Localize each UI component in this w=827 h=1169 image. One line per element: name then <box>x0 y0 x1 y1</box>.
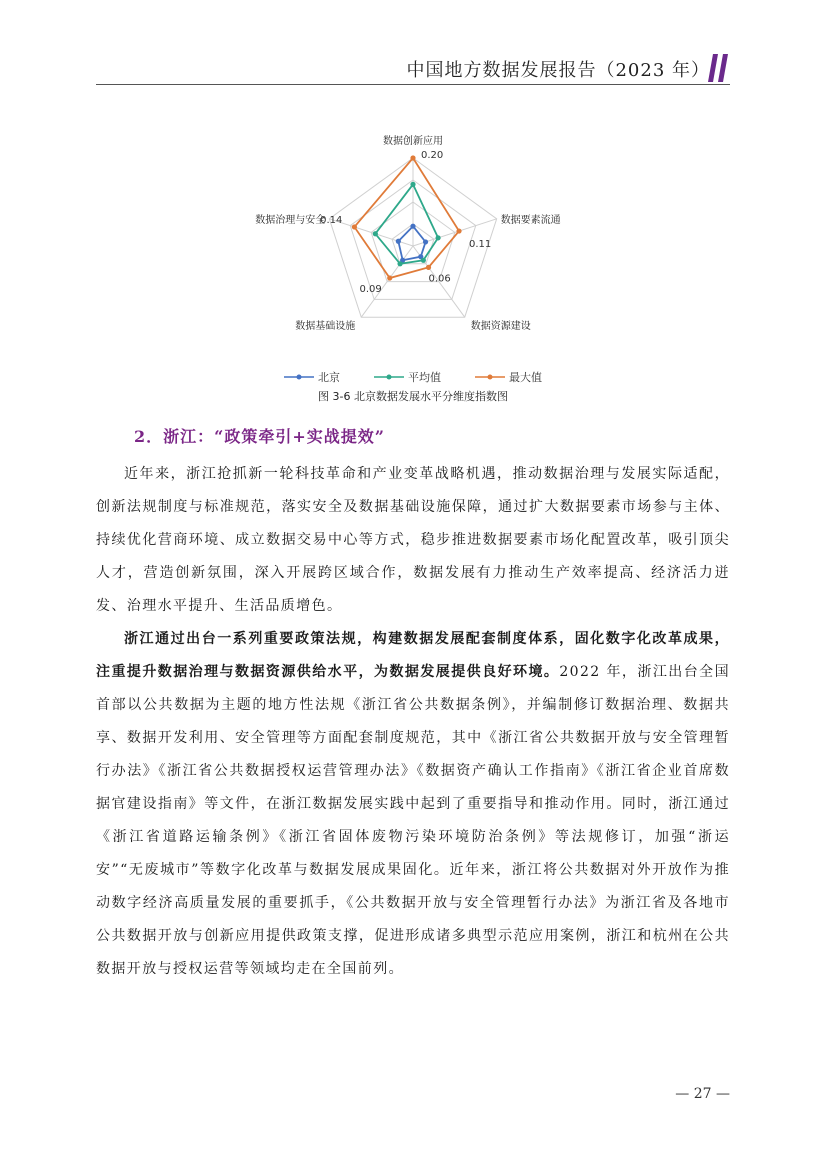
legend-label-beijing: 北京 <box>318 371 340 384</box>
axis-label-4: 数据治理与安全 <box>255 214 326 226</box>
series-1-point-0 <box>410 182 415 187</box>
page-number: — 27 — <box>675 1086 730 1102</box>
legend-line-beijing <box>284 372 314 382</box>
series-2-point-3 <box>387 275 392 280</box>
axis-label-1: 数据要素流通 <box>500 214 561 226</box>
legend-item-max <box>475 369 542 385</box>
body-text <box>96 458 730 986</box>
axis-label-2: 数据资源建设 <box>470 321 531 333</box>
legend-label-average: 平均值 <box>408 371 441 384</box>
series-line-1 <box>375 184 438 263</box>
header-rule <box>96 84 730 85</box>
header-title: 中国地方数据发展报告（2023 年） <box>406 60 710 81</box>
series-1-point-3 <box>397 261 402 266</box>
data-label-4: 0.14 <box>320 214 343 226</box>
legend-line-max <box>475 372 505 382</box>
data-label-1: 0.11 <box>469 239 492 251</box>
section-heading: 2．浙江：“政策牵引+实战提效” <box>134 427 385 446</box>
data-label-3: 0.09 <box>359 284 382 296</box>
series-2-point-4 <box>352 224 357 229</box>
series-0-point-0 <box>410 224 415 229</box>
axis-label-3: 数据基础设施 <box>295 321 356 333</box>
series-2-point-2 <box>426 265 431 270</box>
header-mark-icon <box>707 52 731 84</box>
paragraph-2-bold: 浙江通过出台一系列重要政策法规，构建数据发展配套制度体系，固化数字化改革成果，注重提升数据治理与数据资源供给水平，为数据发展提供良好环境。 <box>96 631 730 680</box>
series-0-point-1 <box>423 239 428 244</box>
legend-item-beijing <box>284 369 340 385</box>
series-1-point-2 <box>421 258 426 263</box>
radar-chart-svg <box>96 120 730 370</box>
legend-label-max: 最大值 <box>509 371 542 384</box>
legend-item-average <box>374 369 441 385</box>
figure-caption: 图 3-6 北京数据发展水平分维度指数图 <box>318 390 508 403</box>
paragraph-2-rest: 2022 年，浙江出台全国首部以公共数据为主题的地方性法规《浙江省公共数据条例》，并编制修订数据治理、数据共享、数据开发利用、安全管理等方面配套制度规范，其中《浙江省公共数据开放与安全管理暂行办法》《浙江省公共数据授权运营管理办法》《数据资产确认工作指南》《浙江省企业首席数据官建设指南》等文件，在浙江数据发展实践中起到了重要指导和推动作用。同时，浙江通过《浙江省道路运输条例》《浙江省固体废物污染环境防治条例》等法规修订，加强“浙运安”“无废城市”等数字化改革与数据发展成果固化。近年来，浙江将公共数据对外开放作为推动数字经济高质量发展的重要抓手，《公共数据开放与安全管理暂行办法》为浙江省及各地市公共数据开放与创新应用提供政策支撑，促进形成诸多典型示范应用案例，浙江和杭州在公共数据开放与授权运营等领域均走在全国前列。 <box>96 664 730 977</box>
data-label-0: 0.20 <box>421 150 444 161</box>
series-1-point-4 <box>373 231 378 236</box>
series-1-point-1 <box>436 235 441 240</box>
chart-legend <box>96 369 730 385</box>
data-label-2: 0.06 <box>428 273 451 285</box>
legend-line-average <box>374 372 404 382</box>
axis-label-0: 数据创新应用 <box>383 136 443 147</box>
series-2-point-1 <box>456 228 461 233</box>
series-2-point-0 <box>410 155 415 160</box>
paragraph-1: 近年来，浙江抢抓新一轮科技革命和产业变革战略机遇，推动数据治理与发展实际适配，创新法规制度与标准规范，落实安全及数据基础设施保障，通过扩大数据要素市场参与主体、持续优化营商环境、成立数据交易中心等方式，稳步推进数据要素市场化配置改革，吸引顶尖人才，营造创新氛围，深入开展跨区域合作，数据发展有力推动生产效率提高、经济活力迸发、治理水平提升、生活品质增色。 <box>96 466 730 614</box>
series-0-point-4 <box>396 239 401 244</box>
paragraph-2 <box>96 623 730 986</box>
